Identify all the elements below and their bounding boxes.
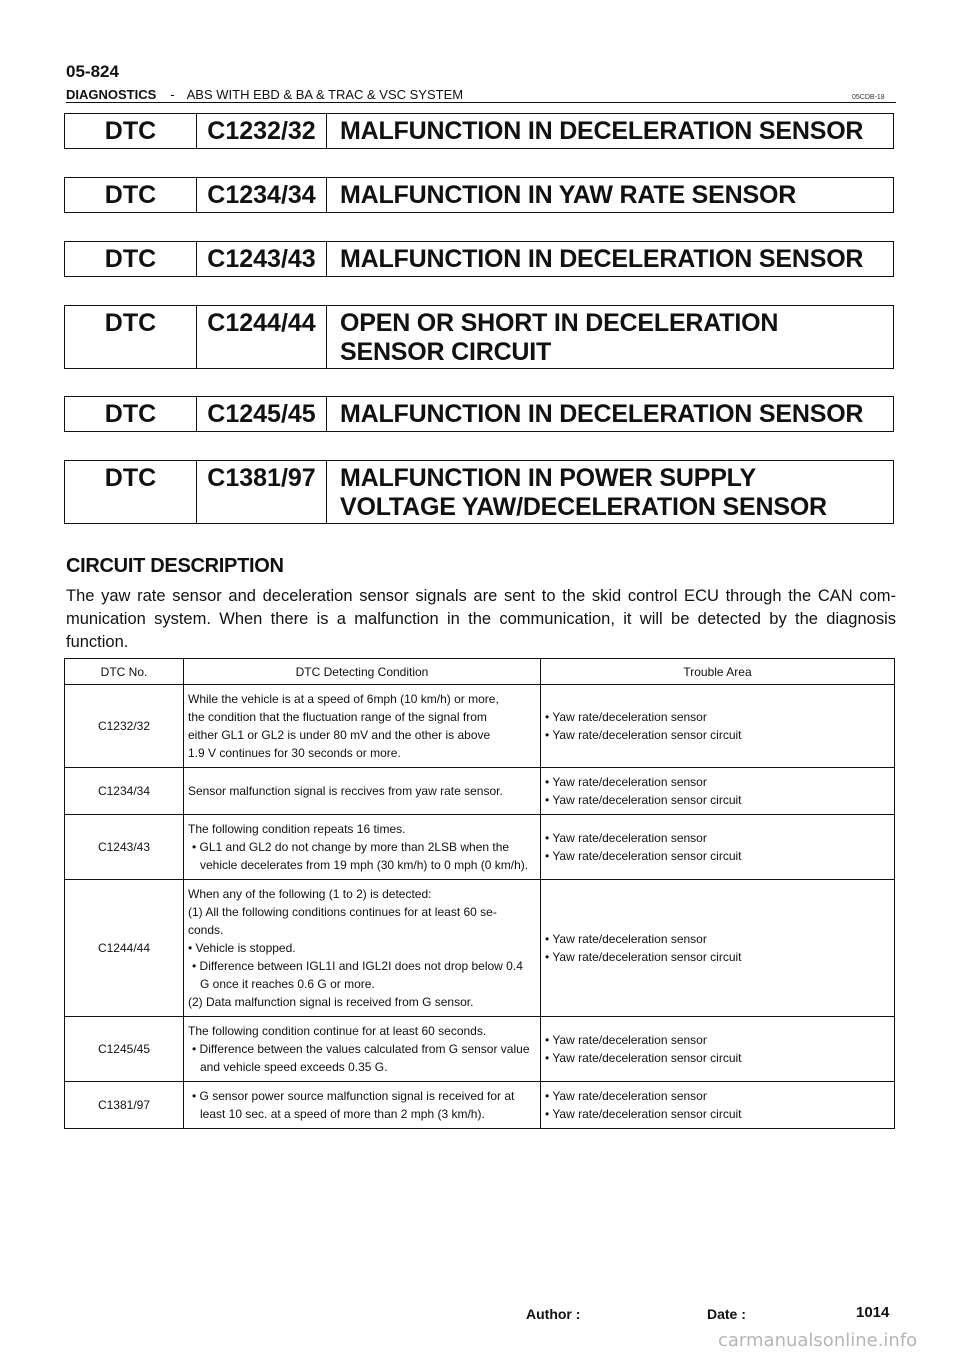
dtc-label: DTC: [104, 464, 157, 492]
footer-page-number: 1014: [856, 1304, 890, 1321]
header-system: ABS WITH EBD & BA & TRAC & VSC SYSTEM: [186, 87, 464, 102]
condition-line: Sensor malfunction signal is reccives from yaw rate sensor.: [188, 784, 503, 798]
detecting-condition-cell: [184, 880, 541, 1017]
dtc-label: DTC: [104, 117, 157, 145]
dtc-box-2: [64, 177, 894, 213]
detecting-condition-cell: [184, 1017, 541, 1082]
trouble-area-item: • Yaw rate/deceleration sensor: [545, 1089, 707, 1103]
condition-bullet: • GL1 and GL2 do not change by more than 2LSB when the vehicle decelerates from 19 mph (30 km/h) to 0 mph (0 km/h).: [192, 840, 529, 872]
dtc-title-line: MALFUNCTION IN POWER SUPPLY: [340, 464, 756, 492]
dtc-box-5: [64, 396, 894, 432]
dtc-title-line: MALFUNCTION IN DECELERATION SENSOR: [340, 117, 864, 145]
dtc-number-cell: C1244/44: [65, 880, 184, 1017]
footer-date-label: Date :: [707, 1306, 746, 1322]
dtc-number-cell: C1232/32: [65, 685, 184, 768]
dtc-number-cell: C1234/34: [65, 768, 184, 815]
header-trouble-area: Trouble Area: [541, 659, 895, 685]
trouble-area-item: • Yaw rate/deceleration sensor: [545, 775, 707, 789]
trouble-area-item: • Yaw rate/deceleration sensor: [545, 1033, 707, 1047]
dtc-title-line: MALFUNCTION IN DECELERATION SENSOR: [340, 245, 864, 273]
dtc-code: C1245/45: [196, 397, 327, 431]
table-header-row: [65, 659, 895, 685]
dtc-title: [340, 461, 893, 523]
table-row: [65, 815, 895, 880]
trouble-area-item: • Yaw rate/deceleration sensor circuit: [545, 1107, 742, 1121]
condition-line: 1.9 V continues for 30 seconds or more.: [188, 746, 401, 760]
dtc-code: C1244/44: [196, 306, 327, 368]
dtc-code: C1381/97: [196, 461, 327, 523]
watermark: carmanualsonline.info: [718, 1330, 918, 1351]
trouble-area-item: • Yaw rate/deceleration sensor circuit: [545, 728, 742, 742]
trouble-area-item: • Yaw rate/deceleration sensor circuit: [545, 793, 742, 807]
dtc-title-line: MALFUNCTION IN DECELERATION SENSOR: [340, 400, 864, 428]
table-row: [65, 768, 895, 815]
condition-line: either GL1 or GL2 is under 80 mV and the other is above: [188, 728, 491, 742]
dtc-title: [340, 397, 893, 431]
condition-line: (1) All the following conditions continues for at least 60 se-: [188, 905, 497, 919]
header-separator: -: [170, 87, 175, 102]
condition-bullet: • Difference between IGL1I and IGL2I does not drop below 0.4 G once it reaches 0.6 G or more.: [192, 959, 523, 991]
trouble-area-item: • Yaw rate/deceleration sensor circuit: [545, 1051, 742, 1065]
dtc-number-cell: C1381/97: [65, 1082, 184, 1129]
trouble-area-cell: [541, 880, 895, 1017]
circuit-description: The yaw rate sensor and deceleration sensor signals are sent to the skid control ECU through the CAN com-munication system. When there is a malfunction in the communication, it will be detected by the diagnosis function.: [66, 587, 896, 651]
dtc-title: [340, 178, 893, 212]
header-section: DIAGNOSTICS: [66, 87, 157, 102]
dtc-label: DTC: [104, 181, 157, 209]
condition-line: While the vehicle is at a speed of 6mph (10 km/h) or more,: [188, 692, 499, 706]
dtc-label: DTC: [104, 309, 157, 337]
trouble-area-cell: [541, 685, 895, 768]
table-row: [65, 1017, 895, 1082]
trouble-area-cell: [541, 768, 895, 815]
dtc-label: DTC: [104, 245, 157, 273]
dtc-title-line: VOLTAGE YAW/DECELERATION SENSOR: [340, 493, 827, 521]
dtc-title-line: MALFUNCTION IN YAW RATE SENSOR: [340, 181, 797, 209]
dtc-code: C1232/32: [196, 114, 327, 148]
dtc-title: [340, 114, 893, 148]
doc-code: 05CDB-18: [852, 94, 885, 101]
condition-line: conds.: [188, 923, 224, 937]
detecting-condition-cell: [184, 685, 541, 768]
section-heading: CIRCUIT DESCRIPTION: [66, 555, 284, 577]
detecting-condition-cell: [184, 815, 541, 880]
trouble-area-item: • Yaw rate/deceleration sensor: [545, 932, 707, 946]
detecting-condition-cell: [184, 1082, 541, 1129]
dtc-code: C1243/43: [196, 242, 327, 276]
dtc-code: C1234/34: [196, 178, 327, 212]
trouble-area-item: • Yaw rate/deceleration sensor circuit: [545, 849, 742, 863]
dtc-title-line: SENSOR CIRCUIT: [340, 338, 552, 366]
dtc-box-6: [64, 460, 894, 524]
condition-bullet: • G sensor power source malfunction signal is received for at least 10 sec. at a speed of more than 2 mph (3 km/h).: [192, 1089, 515, 1121]
trouble-area-item: • Yaw rate/deceleration sensor circuit: [545, 950, 742, 964]
condition-line: When any of the following (1 to 2) is detected:: [188, 887, 432, 901]
header-rule: [66, 102, 896, 103]
dtc-box-4: [64, 305, 894, 369]
dtc-label: DTC: [104, 400, 157, 428]
condition-line: The following condition continue for at least 60 seconds.: [188, 1024, 487, 1038]
dtc-box-3: [64, 241, 894, 277]
condition-line: (2) Data malfunction signal is received from G sensor.: [188, 995, 474, 1009]
header-dtc-no: DTC No.: [65, 659, 184, 685]
table-row: [65, 1082, 895, 1129]
dtc-number-cell: C1245/45: [65, 1017, 184, 1082]
dtc-title: [340, 242, 893, 276]
header-condition: DTC Detecting Condition: [184, 659, 541, 685]
table-row: [65, 685, 895, 768]
trouble-area-item: • Yaw rate/deceleration sensor: [545, 710, 707, 724]
trouble-area-cell: [541, 1082, 895, 1129]
trouble-area-cell: [541, 1017, 895, 1082]
trouble-area-cell: [541, 815, 895, 880]
condition-line: • Vehicle is stopped.: [188, 941, 296, 955]
dtc-number-cell: C1243/43: [65, 815, 184, 880]
table-row: [65, 880, 895, 1017]
condition-bullet: • Difference between the values calculated from G sensor value and vehicle speed exceeds 0.35 G.: [192, 1042, 530, 1074]
page-number: 05-824: [66, 62, 119, 81]
dtc-title-line: OPEN OR SHORT IN DECELERATION: [340, 309, 779, 337]
dtc-title: [340, 306, 893, 368]
page-header: [66, 87, 463, 102]
trouble-area-item: • Yaw rate/deceleration sensor: [545, 831, 707, 845]
condition-line: The following condition repeats 16 times.: [188, 822, 406, 836]
footer-author-label: Author :: [526, 1306, 581, 1322]
condition-line: the condition that the fluctuation range of the signal from: [188, 710, 487, 724]
dtc-table: [64, 658, 895, 1129]
detecting-condition-cell: [184, 768, 541, 815]
dtc-box-1: [64, 113, 894, 149]
